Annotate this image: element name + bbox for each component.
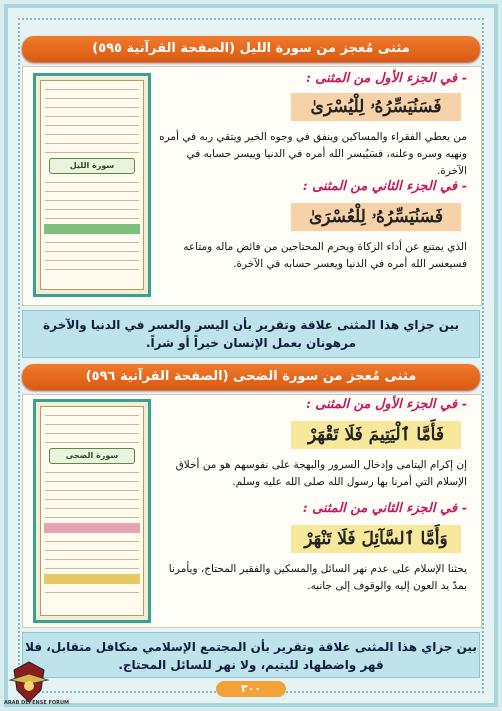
page-number: ٣٠٠ — [216, 681, 286, 697]
mushaf-surah-label: سورة الليل — [49, 158, 135, 174]
section2-part2-text: يحثنا الإسلام على عدم نهر السائل والمسكين والفقير المحتاج، ويأمرنا بمدّ يد العون إليه والوقوف إلى جانبه. — [168, 563, 467, 592]
logo-caption: ARAB DEFENSE FORUM — [4, 700, 70, 706]
section1-panel — [22, 66, 482, 306]
section2-part1-text: إن إكرام اليتامى وإدخال السرور والبهجة على نفوسهم هو من أخلاق الإسلام التي أمرنا بها رسول الله صلى الله عليه وسلم. — [175, 459, 467, 488]
section1-summary: بين جزاي هذا المثنى علاقة وتقرير بأن اليسر والعسر في الدنيا والآخرة مرهونان بعمل الإنسان خيراً أو شراً. — [22, 310, 480, 358]
section2-panel — [22, 394, 482, 628]
section1-part2-heading: - في الجزء الثاني من المثنى : — [302, 179, 467, 194]
mushaf-page-image — [33, 399, 151, 623]
section2-summary: بين جزاي هذا المثنى علاقة وتقرير بأن المجتمع الإسلامي متكافل متقابل، فلا قهر واضطهاد لليتيم، ولا نهر للسائل المحتاج. — [22, 632, 480, 678]
section1-part1-heading: - في الجزء الأول من المثنى : — [305, 71, 467, 86]
section1-part2-verse: فَسَنُيَسِّرُهُۥ لِلْعُسْرَىٰ — [291, 203, 461, 231]
section2-part1-verse: فَأَمَّا ٱلْيَتِيمَ فَلَا تَقْهَرْ — [291, 421, 461, 449]
mushaf-page-image — [33, 73, 151, 297]
section2-part2-heading: - في الجزء الثاني من المثنى : — [302, 501, 467, 516]
section1-title: مثنى مُعجز من سورة الليل (الصفحة القرآنية ٥٩٥) — [22, 36, 480, 62]
section1-part1-text: من يعطي الفقراء والمساكين وينفق في وجوه الخير ويتقي ربه في أمره ونهيه وسره وعلنه، فسَيُيسر الله أمره في الدنيا وييسر حسابه في الآخرة. — [159, 131, 467, 177]
mushaf-surah-label: سورة الضحى — [49, 448, 135, 464]
section2-part2-verse: وَأَمَّا ٱلسَّآئِلَ فَلَا تَنْهَرْ — [291, 525, 461, 553]
section1-part2-text: الذي يمتنع عن أداء الزكاة ويحرم المحتاجين من فائض ماله ومتاعه فسيعسر الله أمره في الدنيا ويعسر حسابه في الآخرة. — [183, 241, 467, 270]
section1-part1-verse: فَسَنُيَسِّرُهُۥ لِلْيُسْرَىٰ — [291, 93, 461, 121]
section2-part1-heading: - في الجزء الأول من المثنى : — [305, 397, 467, 412]
section2-title: مثنى مُعجز من سورة الضحى (الصفحة القرآنية ٥٩٦) — [22, 364, 480, 390]
